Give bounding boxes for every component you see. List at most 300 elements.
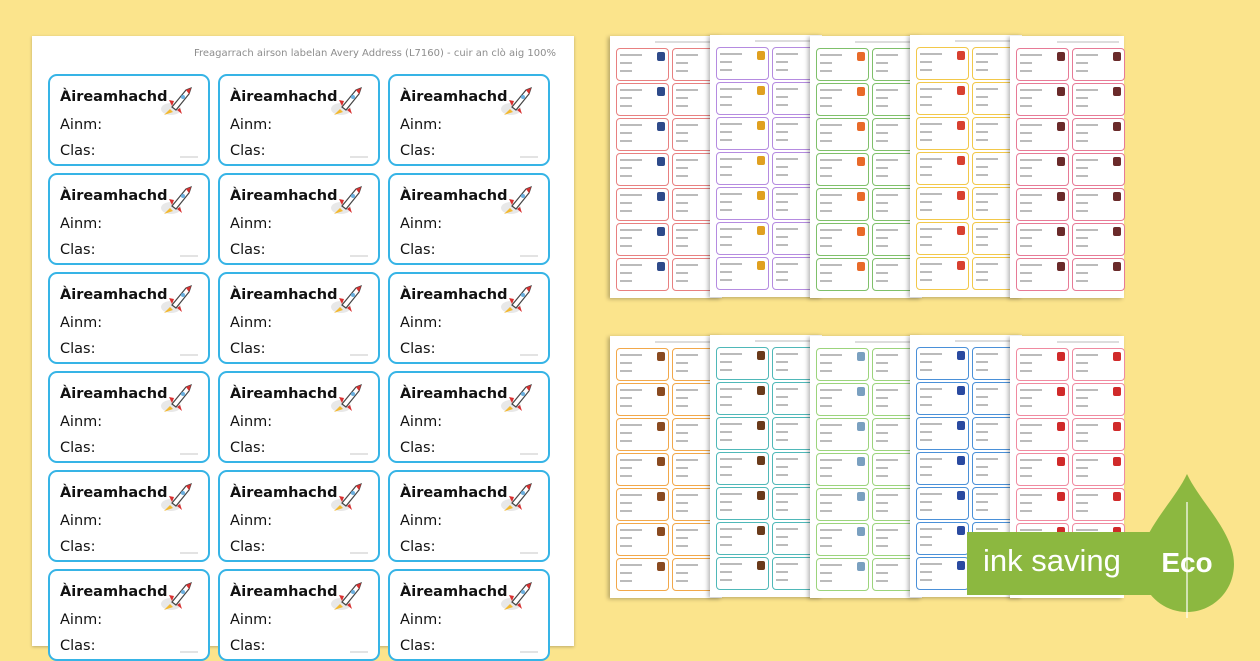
mini-label-line [920,388,942,390]
mini-label-line [720,544,732,546]
mini-label-line [820,54,842,56]
label-name-field: Ainm: [400,414,443,430]
label-name-field: Ainm: [60,414,103,430]
mini-label-icon [857,422,865,431]
sheet-header-line [855,41,917,43]
label-name-field: Ainm: [400,612,443,628]
label-title: Àireamhachd [400,485,508,501]
mini-label-line [1020,397,1032,399]
mini-label-icon [757,526,765,535]
mini-label-line [1076,459,1098,461]
preview-sheet [810,336,922,598]
sheet-header-line [755,340,817,342]
mini-label-line [1076,405,1088,407]
mini-label-line [776,431,788,433]
mini-label-line [676,475,688,477]
mini-label-line [820,564,842,566]
mini-label-icon [957,121,965,130]
mini-label-line [1020,502,1032,504]
mini-label-line [876,362,888,364]
mini-label-icon [1057,192,1065,201]
mini-label-icon [757,386,765,395]
mini-label-line [676,389,698,391]
label-footer [180,354,198,356]
mini-label-line [976,279,988,281]
label-class-field: Clas: [400,539,436,555]
mini-label-line [976,509,988,511]
name-label-card [48,173,210,265]
mini-label-line [820,389,842,391]
mini-label-icon [1113,422,1121,431]
mini-label-line [720,201,732,203]
sheet-header: Freagarrach airson labelan Avery Address (L7160) - cuir an clò aig 100% [193,48,556,59]
mini-label-line [876,237,888,239]
mini-label-line [1076,264,1098,266]
mini-label-line [1076,194,1098,196]
mini-label-line [1020,194,1042,196]
label-footer [520,552,538,554]
mini-label-line [720,353,742,355]
label-footer [180,651,198,653]
mini-label-card [916,222,969,255]
mini-label-line [720,536,732,538]
mini-label-card [716,487,769,520]
mini-label-line [876,159,898,161]
mini-label-line [676,89,698,91]
mini-label-line [1020,140,1032,142]
mini-label-icon [1057,387,1065,396]
mini-label-line [920,493,942,495]
mini-label-icon [1113,262,1121,271]
mini-label-card [816,118,869,151]
mini-label-line [976,201,988,203]
mini-label-icon [757,351,765,360]
label-title: Àireamhachd [60,584,168,600]
label-footer [180,156,198,158]
label-footer [520,651,538,653]
mini-label-line [876,397,888,399]
name-label-card [48,470,210,562]
mini-label-line [820,105,832,107]
label-name-field: Ainm: [230,513,273,529]
mini-label-icon [957,561,965,570]
mini-label-line [820,354,842,356]
mini-label-line [620,510,632,512]
mini-label-card [716,152,769,185]
mini-label-line [920,404,932,406]
mini-label-line [920,423,942,425]
mini-label-icon [957,421,965,430]
mini-label-line [776,388,798,390]
mini-label-card [1016,188,1069,221]
name-label-card [218,569,380,661]
mini-label-line [876,245,888,247]
mini-label-line [620,229,642,231]
mini-label-line [620,397,632,399]
label-class-field: Clas: [230,440,266,456]
mini-label-icon [1057,122,1065,131]
mini-label-line [920,263,942,265]
mini-label-line [976,271,988,273]
mini-label-line [976,131,988,133]
mini-label-line [720,69,732,71]
preview-sheet [1010,36,1124,298]
mini-label-line [676,245,688,247]
mini-label-card [616,383,669,416]
mini-label-icon [957,351,965,360]
mini-label-line [720,123,742,125]
mini-label-line [1020,132,1032,134]
mini-label-card [1016,453,1069,486]
mini-label-icon [757,456,765,465]
mini-label-line [776,466,788,468]
mini-label-line [1076,70,1088,72]
label-name-field: Ainm: [230,117,273,133]
mini-label-card [616,558,669,591]
mini-label-line [620,440,632,442]
mini-label-card [616,223,669,256]
mini-label-line [720,104,732,106]
mini-label-line [1020,440,1032,442]
label-footer [350,651,368,653]
mini-label-line [676,70,688,72]
label-name-field: Ainm: [230,612,273,628]
mini-label-line [876,194,898,196]
mini-label-line [720,431,732,433]
eco-badge-label: Eco [1161,547,1213,578]
preview-sheet [810,36,922,298]
mini-label-card [1016,153,1069,186]
sheet-header-line [1057,341,1119,343]
name-label-card [388,470,550,562]
mini-label-line [976,228,998,230]
mini-label-line [1020,389,1042,391]
mini-label-icon [857,87,865,96]
label-class-field: Clas: [60,242,96,258]
rocket-icon [498,84,536,118]
mini-label-line [720,458,742,460]
label-sheet-main [32,36,574,654]
mini-label-line [620,370,632,372]
rocket-icon [328,480,366,514]
mini-label-card [1072,348,1125,381]
mini-label-icon [657,262,665,271]
mini-label-line [620,362,632,364]
mini-label-line [820,159,842,161]
mini-label-line [776,439,788,441]
mini-label-line [776,209,788,211]
mini-label-line [1020,159,1042,161]
mini-label-line [976,193,998,195]
mini-label-card [916,522,969,555]
mini-label-line [1020,354,1042,356]
mini-label-line [876,432,888,434]
mini-label-line [776,544,788,546]
mini-label-card [916,557,969,590]
mini-label-card [616,118,669,151]
mini-label-card [916,82,969,115]
mini-label-line [1020,229,1042,231]
mini-label-line [876,529,898,531]
mini-label-card [916,47,969,80]
mini-label-line [976,466,988,468]
label-footer [520,453,538,455]
mini-label-line [720,88,742,90]
label-title: Àireamhachd [400,188,508,204]
label-class-field: Clas: [400,638,436,654]
mini-label-line [976,501,988,503]
label-name-field: Ainm: [60,513,103,529]
mini-label-icon [1113,122,1121,131]
label-title: Àireamhachd [400,386,508,402]
mini-label-line [1076,124,1098,126]
mini-label-line [876,564,898,566]
mini-label-line [1020,105,1032,107]
label-footer [180,453,198,455]
preview-sheet [610,36,722,298]
mini-label-line [620,272,632,274]
mini-label-line [1076,105,1088,107]
mini-label-card [1072,83,1125,116]
mini-label-line [776,236,788,238]
mini-label-line [620,389,642,391]
mini-label-line [620,70,632,72]
mini-label-line [676,467,688,469]
mini-label-line [1076,210,1088,212]
mini-label-line [676,510,688,512]
mini-label-line [676,529,698,531]
label-class-field: Clas: [60,143,96,159]
mini-label-line [776,493,798,495]
mini-label-line [876,280,888,282]
mini-label-icon [657,352,665,361]
mini-label-line [776,123,798,125]
mini-label-line [920,88,942,90]
mini-label-line [876,389,898,391]
label-class-field: Clas: [400,341,436,357]
mini-label-line [620,132,632,134]
mini-label-line [976,431,988,433]
mini-label-line [620,237,632,239]
mini-label-line [920,244,932,246]
mini-label-line [776,361,788,363]
label-class-field: Clas: [400,440,436,456]
mini-label-line [876,89,898,91]
mini-label-line [876,370,888,372]
mini-label-line [1020,202,1032,204]
mini-label-line [876,62,888,64]
mini-label-line [620,245,632,247]
mini-label-card [716,82,769,115]
mini-label-line [820,264,842,266]
mini-label-line [820,440,832,442]
mini-label-card [716,382,769,415]
label-footer [350,354,368,356]
mini-label-line [676,167,688,169]
mini-label-icon [757,156,765,165]
mini-label-card [1072,153,1125,186]
mini-label-card [616,488,669,521]
label-footer [520,156,538,158]
mini-label-card [816,453,869,486]
mini-label-line [676,564,698,566]
mini-label-line [876,405,888,407]
mini-label-line [776,509,788,511]
mini-label-line [976,96,988,98]
mini-label-line [976,166,988,168]
mini-label-line [776,536,788,538]
mini-label-line [876,105,888,107]
mini-label-line [876,210,888,212]
mini-label-line [920,474,932,476]
mini-label-line [876,537,888,539]
mini-label-line [620,159,642,161]
mini-label-line [920,158,942,160]
mini-label-card [916,487,969,520]
mini-label-line [1076,272,1088,274]
mini-label-line [720,174,732,176]
mini-label-line [720,96,732,98]
mini-label-line [876,167,888,169]
mini-label-icon [1057,422,1065,431]
mini-label-line [976,353,998,355]
mini-label-icon [657,52,665,61]
mini-label-line [920,458,942,460]
mini-label-line [1076,354,1098,356]
mini-label-line [820,280,832,282]
mini-label-line [876,510,888,512]
mini-label-card [716,187,769,220]
label-title: Àireamhachd [230,287,338,303]
mini-label-card [1072,488,1125,521]
mini-label-line [1076,362,1088,364]
mini-label-line [620,354,642,356]
mini-label-line [920,166,932,168]
mini-label-card [716,417,769,450]
mini-label-line [1020,54,1042,56]
mini-label-icon [1113,352,1121,361]
mini-label-line [676,124,698,126]
mini-label-icon [957,456,965,465]
mini-label-card [716,257,769,290]
mini-label-card [916,152,969,185]
label-footer [520,255,538,257]
mini-label-line [1076,167,1088,169]
mini-label-line [876,54,898,56]
mini-label-line [776,88,798,90]
mini-label-line [1076,54,1098,56]
mini-label-line [876,459,898,461]
mini-label-line [620,467,632,469]
label-class-field: Clas: [230,143,266,159]
label-class-field: Clas: [230,539,266,555]
name-label-card [388,173,550,265]
mini-label-line [776,61,788,63]
mini-label-icon [957,51,965,60]
mini-label-line [876,264,898,266]
mini-label-line [1076,89,1098,91]
mini-label-line [876,580,888,582]
sheet-header-line [655,41,717,43]
mini-label-line [1020,97,1032,99]
rocket-icon [498,579,536,613]
label-title: Àireamhachd [400,584,508,600]
mini-label-line [1076,510,1088,512]
mini-label-line [620,459,642,461]
mini-label-card [1072,188,1125,221]
sheet-header-line [1057,41,1119,43]
label-footer [180,552,198,554]
mini-label-line [720,571,732,573]
label-title: Àireamhachd [230,584,338,600]
mini-label-line [1020,370,1032,372]
mini-label-line [676,545,688,547]
mini-label-line [776,404,788,406]
mini-label-line [720,563,742,565]
mini-label-line [676,105,688,107]
mini-label-line [1076,202,1088,204]
mini-label-line [1076,229,1098,231]
rocket-icon [498,381,536,415]
label-name-field: Ainm: [230,216,273,232]
mini-label-icon [1057,227,1065,236]
mini-label-card [816,223,869,256]
rocket-icon [158,579,196,613]
mini-label-line [920,104,932,106]
mini-label-line [820,580,832,582]
mini-label-line [820,370,832,372]
label-name-field: Ainm: [400,117,443,133]
mini-label-line [776,396,788,398]
label-class-field: Clas: [60,440,96,456]
mini-label-line [720,466,732,468]
rocket-icon [498,282,536,316]
mini-label-line [1076,280,1088,282]
mini-label-line [720,158,742,160]
mini-label-icon [757,121,765,130]
mini-label-line [1020,210,1032,212]
label-title: Àireamhachd [230,89,338,105]
mini-label-icon [1113,157,1121,166]
mini-label-line [676,537,688,539]
mini-label-icon [657,492,665,501]
mini-label-line [1020,264,1042,266]
mini-label-line [1076,397,1088,399]
mini-label-icon [857,492,865,501]
name-label-card [48,74,210,166]
mini-label-card [716,222,769,255]
mini-label-card [816,488,869,521]
preview-sheet [910,35,1022,297]
mini-label-line [876,229,898,231]
label-title: Àireamhachd [230,188,338,204]
mini-label-line [976,404,988,406]
mini-label-icon [957,491,965,500]
mini-label-line [1076,175,1088,177]
mini-label-line [776,369,788,371]
mini-label-line [620,62,632,64]
mini-label-line [676,237,688,239]
mini-label-line [776,528,798,530]
mini-label-icon [857,192,865,201]
name-label-card [48,371,210,463]
mini-label-line [620,580,632,582]
mini-label-line [620,105,632,107]
mini-label-card [916,187,969,220]
mini-label-icon [757,51,765,60]
mini-label-card [1072,223,1125,256]
mini-label-line [976,458,998,460]
